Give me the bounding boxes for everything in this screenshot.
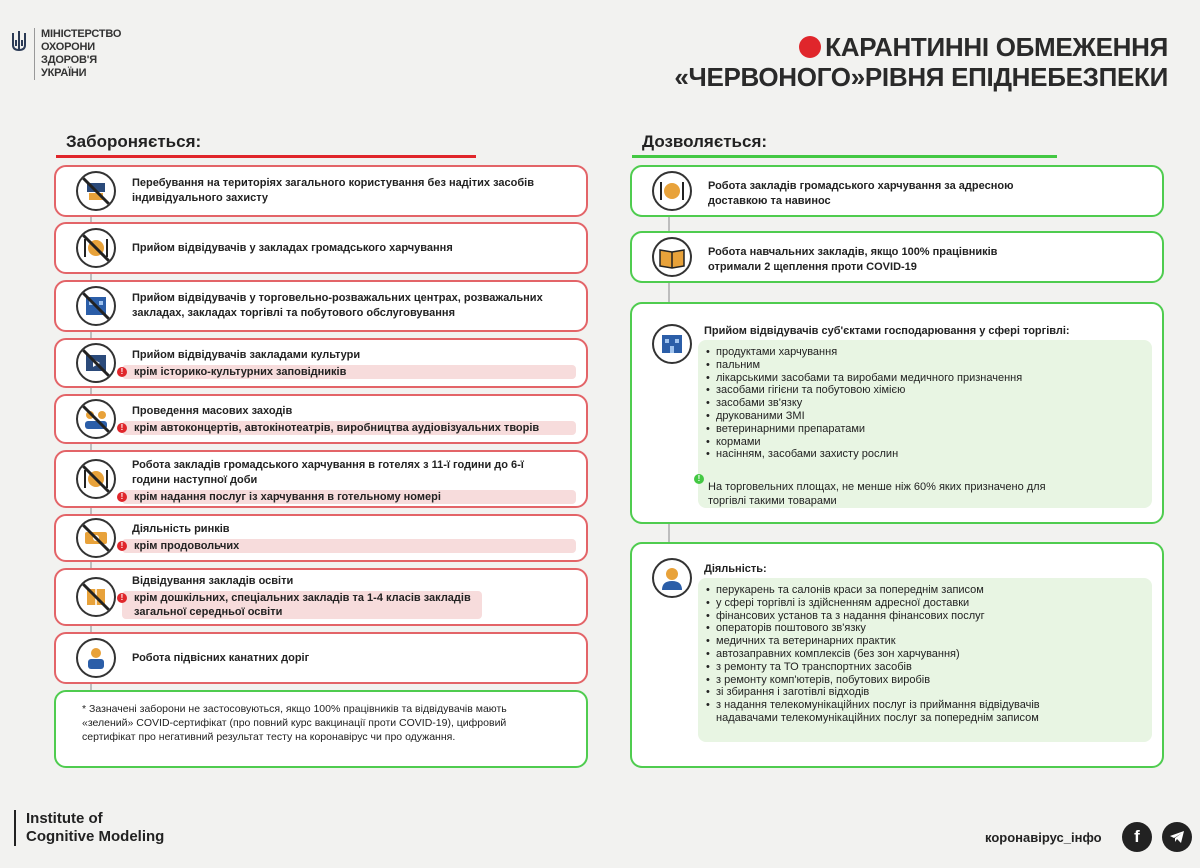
no-food-icon [76, 228, 116, 268]
list-item: • медичних та ветеринарних практик [706, 635, 1058, 648]
list-item: • фінансових установ та з надання фінансових послуг [706, 610, 1058, 623]
store-icon [652, 324, 692, 364]
cable-car-icon [76, 638, 116, 678]
facebook-icon[interactable]: f [1122, 822, 1152, 852]
ministry-logo [10, 28, 121, 80]
no-theatre-icon [76, 343, 116, 383]
trade-note: На торговельних площах, не менше ніж 60% яких призначено для торгівлі такими товарами [708, 481, 1046, 507]
exclamation-icon: ! [117, 367, 127, 377]
exception-note [122, 490, 576, 504]
forbidden-card [54, 450, 588, 508]
forbidden-card [54, 394, 588, 444]
ministry-line: МІНІСТЕРСТВО [41, 28, 122, 40]
ministry-line: УКРАЇНИ [41, 67, 87, 79]
forbidden-card [54, 632, 588, 684]
list-item: • перукарень та салонів краси за попереднім записом [706, 584, 1058, 597]
ministry-line: ОХОРОНИ [41, 41, 95, 53]
allowed-underline [632, 155, 1057, 158]
list-item: • друкованими ЗМІ [706, 410, 1152, 423]
exclamation-icon: ! [117, 492, 127, 502]
book-icon [652, 237, 692, 277]
exclamation-icon: ! [117, 541, 127, 551]
exception-note [122, 365, 576, 379]
list-item: • насінням, засобами захисту рослин [706, 448, 1152, 461]
list-item: • засобами гігієни та побутовою хімією [706, 384, 1152, 397]
forbidden-card [54, 568, 588, 626]
activity-list [698, 578, 1058, 725]
forbidden-text: Відвідування закладів освіти [132, 575, 294, 587]
exclamation-icon: ! [117, 593, 127, 603]
no-crowd-icon [76, 399, 116, 439]
list-item: • з надання телекомунікаційних послуг із приймання відвідувачів надавачами телекомунікаційних послуг за попереднім записом [706, 699, 1058, 725]
list-item: • операторів поштового зв'язку [706, 622, 1058, 635]
forbidden-card [54, 222, 588, 274]
allowed-card-activity [630, 542, 1164, 768]
worker-icon [652, 558, 692, 598]
no-school-icon [76, 577, 116, 617]
no-mall-icon [76, 286, 116, 326]
org-line: Institute of [26, 810, 103, 827]
list-item: • засобами зв'язку [706, 397, 1152, 410]
no-market-icon [76, 518, 116, 558]
list-item: • лікарськими засобами та виробами медичного призначення [706, 372, 1152, 385]
list-item: • ветеринарними препаратами [706, 423, 1152, 436]
forbidden-text: Перебування на територіях загального користування без надітих засобів індивідуального захисту [132, 177, 534, 204]
list-item: • зі збирання і заготівлі відходів [706, 686, 1058, 699]
forbidden-underline [56, 155, 476, 158]
exception-text: крім продовольчих [134, 540, 240, 552]
allowed-card [630, 165, 1164, 217]
exception-text: крім надання послуг із харчування в готельному номері [134, 491, 441, 503]
activity-list-box [698, 578, 1152, 742]
forbidden-card [54, 280, 588, 332]
exception-text: крім дошкільних, спеціальних закладів та 1-4 класів закладів загальної середньої освіти [134, 592, 471, 618]
info-icon: ! [694, 474, 704, 484]
note-text: * Зазначені заборони не застосовуються, якщо 100% працівників та відвідувачів мають «зелений» COVID-сертифікат (про повний курс вакцинації проти COVID-19), цифровий сертифікат про негативний результат тесту на коронавірус чи про одужання. [82, 703, 507, 743]
list-item: • у сфері торгівлі із здійсненням адресної доставки [706, 597, 1058, 610]
allowed-text: Робота навчальних закладів, якщо 100% працівників отримали 2 щеплення проти COVID-19 [708, 246, 998, 273]
red-level-dot-icon [799, 36, 821, 58]
title-line-2: «ЧЕРВОНОГО»РІВНЯ ЕПІДНЕБЕЗПЕКИ [674, 62, 1168, 92]
forbidden-heading: Забороняється: [66, 132, 202, 151]
no-mask-icon [76, 171, 116, 211]
exception-text: крім історико-культурних заповідників [134, 366, 347, 378]
site-label: коронавірус_інфо [985, 830, 1102, 845]
forbidden-text: Прийом відвідувачів у торговельно-розважальних центрах, розважальних закладах, закладах торгівлі та побутового обслуговування [132, 292, 543, 319]
exception-text: крім автоконцертів, автокінотеатрів, виробництва аудіовізуальних творів [134, 422, 540, 434]
exclamation-icon: ! [117, 423, 127, 433]
forbidden-card [54, 514, 588, 562]
org-line: Cognitive Modeling [26, 828, 165, 845]
list-item: • продуктами харчування [706, 346, 1152, 359]
forbidden-text: Прийом відвідувачів закладами культури [132, 349, 361, 361]
trident-icon [10, 30, 28, 54]
forbidden-text: Прийом відвідувачів у закладах громадського харчування [132, 241, 453, 254]
trade-list-box [698, 340, 1152, 508]
allowed-card-trade [630, 302, 1164, 524]
no-hotel-food-icon [76, 459, 116, 499]
allowed-heading: Дозволяється: [642, 132, 768, 151]
page-title [674, 32, 1168, 92]
exception-note [122, 591, 482, 619]
allowed-card [630, 231, 1164, 283]
list-item: • пальним [706, 359, 1152, 372]
forbidden-card [54, 165, 588, 217]
trade-title: Прийом відвідувачів суб'єктами господарювання у сфері торгівлі: [704, 325, 1070, 337]
institute-logo [14, 810, 164, 846]
ministry-line: ЗДОРОВ'Я [41, 54, 97, 66]
forbidden-text: Робота закладів громадського харчування в готелях з 11-ї години до 6-ї години наступної доби [132, 459, 524, 486]
list-item: • з ремонту комп'ютерів, побутових виробів [706, 674, 1058, 687]
list-item: • з ремонту та ТО транспортних засобів [706, 661, 1058, 674]
certificate-note [54, 690, 588, 768]
allowed-text: Робота закладів громадського харчування за адресною доставкою та навинос [708, 180, 1014, 207]
forbidden-text: Робота підвісних канатних доріг [132, 651, 310, 664]
title-line-1: КАРАНТИННІ ОБМЕЖЕННЯ [825, 32, 1168, 62]
trade-list [698, 340, 1152, 461]
list-item: • автозаправних комплексів (без зон харчування) [706, 648, 1058, 661]
exception-note [122, 421, 576, 435]
forbidden-text: Діяльність ринків [132, 523, 230, 535]
exception-note [122, 539, 576, 553]
forbidden-card [54, 338, 588, 388]
food-delivery-icon [652, 171, 692, 211]
list-item: • кормами [706, 436, 1152, 449]
activity-title: Діяльність: [704, 563, 767, 575]
ministry-name [34, 28, 121, 80]
telegram-icon[interactable] [1162, 822, 1192, 852]
forbidden-text: Проведення масових заходів [132, 405, 293, 417]
